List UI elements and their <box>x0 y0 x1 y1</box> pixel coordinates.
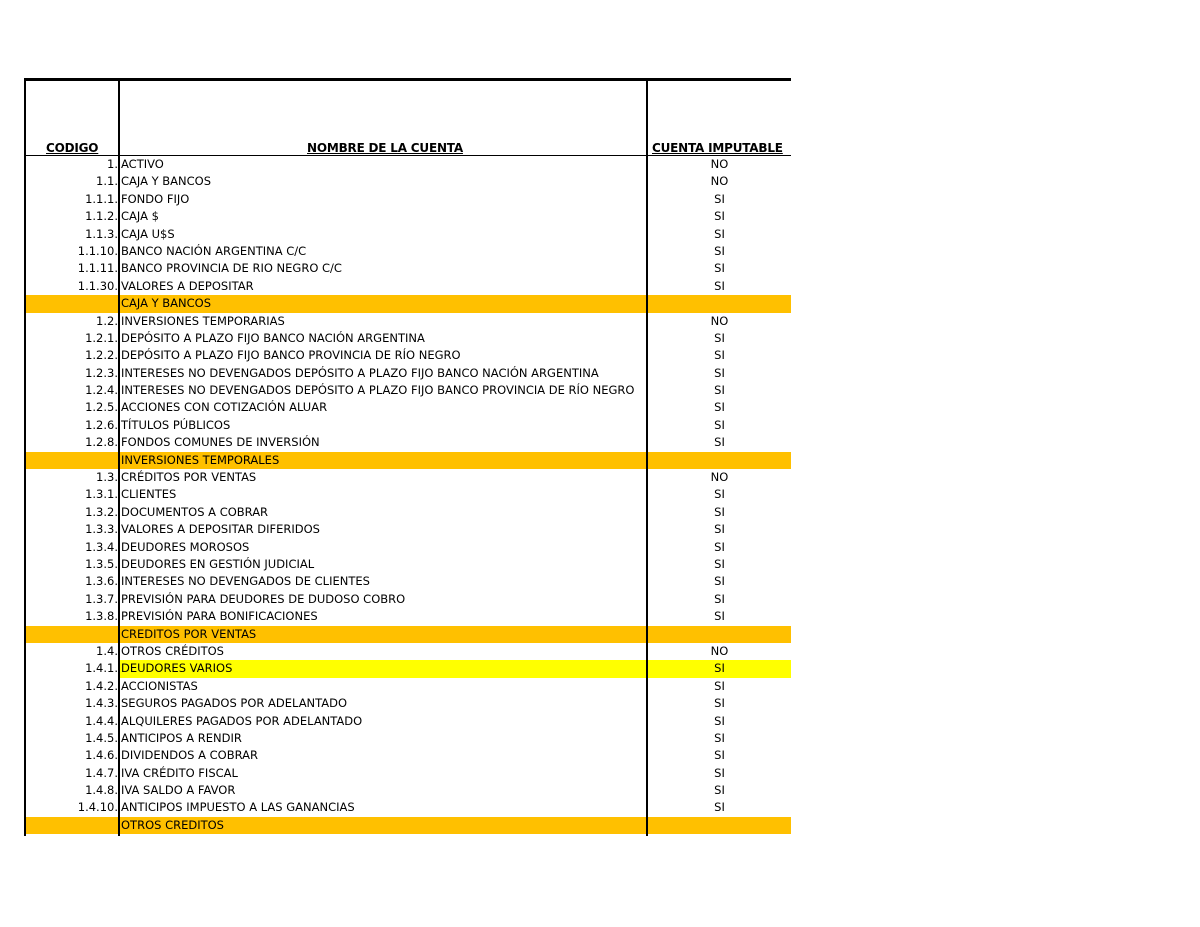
account-imputable: NO <box>710 174 729 189</box>
account-row[interactable] <box>24 608 791 625</box>
account-row[interactable] <box>24 365 791 382</box>
account-row[interactable] <box>24 382 791 399</box>
account-imputable: SI <box>714 713 725 728</box>
account-row[interactable] <box>24 243 791 260</box>
account-row[interactable] <box>24 226 791 243</box>
account-name: VALORES A DEPOSITAR DIFERIDOS <box>121 522 320 537</box>
account-code: 1. <box>107 157 118 171</box>
account-row[interactable] <box>24 504 791 521</box>
account-imputable: SI <box>714 556 725 571</box>
account-imputable: SI <box>714 383 725 398</box>
account-name: TÍTULOS PÚBLICOS <box>121 417 231 432</box>
account-code: 1.4.8. <box>85 783 118 798</box>
account-imputable: SI <box>714 609 725 624</box>
account-row[interactable] <box>24 260 791 277</box>
header-codigo: CODIGO <box>46 141 99 155</box>
account-row[interactable] <box>24 539 791 556</box>
account-code: 1.1. <box>96 174 118 189</box>
account-row[interactable] <box>24 399 791 416</box>
account-name: INTERESES NO DEVENGADOS DE CLIENTES <box>121 574 370 589</box>
account-code: 1.3.3. <box>85 522 118 537</box>
account-imputable: NO <box>710 313 729 328</box>
account-code: 1.3.7. <box>85 591 118 606</box>
account-imputable: SI <box>714 696 725 711</box>
account-name: CAJA U$S <box>121 226 175 241</box>
account-row[interactable] <box>24 347 791 364</box>
account-code: 1.1.30. <box>77 278 118 293</box>
account-code: 1.3.8. <box>85 609 118 624</box>
account-code: 1.2.3. <box>85 365 118 380</box>
account-name: DOCUMENTOS A COBRAR <box>121 504 269 519</box>
account-imputable: SI <box>714 417 725 432</box>
account-name: PREVISIÓN PARA BONIFICACIONES <box>121 609 318 624</box>
account-name: INTERESES NO DEVENGADOS DEPÓSITO A PLAZO FIJO BANCO PROVINCIA DE RÍO NEGRO <box>121 383 635 398</box>
column-divider-left <box>118 78 120 836</box>
account-imputable: SI <box>714 400 725 415</box>
account-row[interactable] <box>24 695 791 712</box>
account-name: PREVISIÓN PARA DEUDORES DE DUDOSO COBRO <box>121 591 406 606</box>
account-name: ACCIONES CON COTIZACIÓN ALUAR <box>121 400 328 415</box>
account-imputable: NO <box>710 470 729 485</box>
account-name: CAJA Y BANCOS <box>121 174 212 189</box>
account-code: 1.2.8. <box>85 435 118 450</box>
account-imputable: SI <box>714 574 725 589</box>
account-imputable: SI <box>714 748 725 763</box>
account-name: BANCO PROVINCIA DE RIO NEGRO C/C <box>121 261 342 276</box>
account-imputable: SI <box>714 783 725 798</box>
account-name: ACTIVO <box>121 157 164 171</box>
account-row[interactable] <box>24 434 791 451</box>
account-code: 1.3.2. <box>85 504 118 519</box>
account-code: 1.4.10. <box>77 800 118 815</box>
account-row[interactable] <box>24 417 791 434</box>
account-name: DEPÓSITO A PLAZO FIJO BANCO NACIÓN ARGENTINA <box>121 330 425 345</box>
account-imputable: SI <box>714 209 725 224</box>
account-row[interactable] <box>24 591 791 608</box>
sheet-left-border <box>24 78 26 836</box>
account-row[interactable] <box>24 573 791 590</box>
account-name: DIVIDENDOS A COBRAR <box>121 748 258 763</box>
subtotal-row[interactable] <box>24 817 791 834</box>
account-code: 1.2.6. <box>85 417 118 432</box>
account-name: DEUDORES EN GESTIÓN JUDICIAL <box>121 556 315 571</box>
account-code: 1.4.2. <box>85 678 118 693</box>
account-row[interactable] <box>24 782 791 799</box>
account-name: CLIENTES <box>121 487 177 502</box>
header-nombre: NOMBRE DE LA CUENTA <box>307 141 463 155</box>
account-row[interactable] <box>24 330 791 347</box>
account-imputable: NO <box>710 157 729 171</box>
account-row[interactable] <box>24 313 791 330</box>
account-code: 1.1.1. <box>85 191 118 206</box>
account-code: 1.3.1. <box>85 487 118 502</box>
account-imputable: SI <box>714 243 725 258</box>
account-imputable: SI <box>714 191 725 206</box>
account-imputable: SI <box>714 539 725 554</box>
account-code: 1.1.3. <box>85 226 118 241</box>
account-code: 1.3.5. <box>85 556 118 571</box>
account-imputable: SI <box>714 730 725 745</box>
accounts-table-body <box>24 156 791 834</box>
account-row[interactable] <box>24 521 791 538</box>
account-name: CRÉDITOS POR VENTAS <box>121 470 257 485</box>
account-name: CAJA $ <box>121 209 159 224</box>
account-imputable: SI <box>714 504 725 519</box>
account-name: SEGUROS PAGADOS POR ADELANTADO <box>121 696 348 711</box>
account-imputable: SI <box>714 348 725 363</box>
account-name: INVERSIONES TEMPORARIAS <box>121 313 285 328</box>
account-row[interactable] <box>24 469 791 486</box>
account-row[interactable] <box>24 643 791 660</box>
account-code: 1.4.3. <box>85 696 118 711</box>
account-name: CAJA Y BANCOS <box>121 296 212 311</box>
account-code: 1.1.10. <box>77 243 118 258</box>
account-name: CREDITOS POR VENTAS <box>121 626 257 641</box>
account-imputable: SI <box>714 765 725 780</box>
account-code: 1.2. <box>96 313 118 328</box>
account-code: 1.4.4. <box>85 713 118 728</box>
account-row[interactable] <box>24 556 791 573</box>
account-name: INTERESES NO DEVENGADOS DEPÓSITO A PLAZO FIJO BANCO NACIÓN ARGENTINA <box>121 365 599 380</box>
account-row[interactable] <box>24 191 791 208</box>
account-row[interactable] <box>24 660 791 677</box>
account-row[interactable] <box>24 278 791 295</box>
account-row[interactable] <box>24 208 791 225</box>
account-code: 1.4.7. <box>85 765 118 780</box>
account-imputable: NO <box>710 643 729 658</box>
column-divider-right <box>646 78 648 836</box>
account-imputable: SI <box>714 678 725 693</box>
account-name: FONDOS COMUNES DE INVERSIÓN <box>121 435 320 450</box>
account-code: 1.1.2. <box>85 209 118 224</box>
header-row <box>24 81 791 155</box>
account-name: INVERSIONES TEMPORALES <box>121 452 280 467</box>
account-name: ANTICIPOS A RENDIR <box>121 730 242 745</box>
subtotal-row[interactable] <box>24 626 791 643</box>
account-name: BANCO NACIÓN ARGENTINA C/C <box>121 243 307 258</box>
account-name: FONDO FIJO <box>121 191 190 206</box>
account-imputable: SI <box>714 435 725 450</box>
account-name: IVA SALDO A FAVOR <box>121 783 236 798</box>
header-imputable: CUENTA IMPUTABLE <box>652 141 783 155</box>
account-name: OTROS CREDITOS <box>121 817 224 832</box>
account-code: 1.3.4. <box>85 539 118 554</box>
subtotal-row[interactable] <box>24 452 791 469</box>
account-name: OTROS CRÉDITOS <box>121 643 224 658</box>
account-name: VALORES A DEPOSITAR <box>121 278 254 293</box>
account-code: 1.4.1. <box>85 661 118 676</box>
account-row[interactable] <box>24 799 791 816</box>
account-imputable: SI <box>714 278 725 293</box>
account-row[interactable] <box>24 730 791 747</box>
account-row[interactable] <box>24 486 791 503</box>
account-code: 1.2.4. <box>85 383 118 398</box>
account-imputable: SI <box>714 487 725 502</box>
account-imputable: SI <box>714 591 725 606</box>
subtotal-row[interactable] <box>24 295 791 312</box>
account-code: 1.3.6. <box>85 574 118 589</box>
account-code: 1.3. <box>96 470 118 485</box>
account-name: IVA CRÉDITO FISCAL <box>121 765 238 780</box>
account-imputable: SI <box>714 522 725 537</box>
account-name: DEUDORES MOROSOS <box>121 539 250 554</box>
account-row[interactable] <box>24 747 791 764</box>
account-code: 1.4.5. <box>85 730 118 745</box>
account-name: DEPÓSITO A PLAZO FIJO BANCO PROVINCIA DE RÍO NEGRO <box>121 348 461 363</box>
account-imputable: SI <box>648 660 791 677</box>
account-row[interactable] <box>24 173 791 190</box>
account-imputable: SI <box>714 226 725 241</box>
account-code: 1.2.2. <box>85 348 118 363</box>
account-imputable: SI <box>714 800 725 815</box>
account-code: 1.4.6. <box>85 748 118 763</box>
account-name: ALQUILERES PAGADOS POR ADELANTADO <box>121 713 363 728</box>
account-imputable: SI <box>714 365 725 380</box>
account-code: 1.1.11. <box>77 261 118 276</box>
account-code: 1.2.1. <box>85 330 118 345</box>
account-row[interactable] <box>24 678 791 695</box>
account-row[interactable] <box>24 765 791 782</box>
account-code: 1.4. <box>96 643 118 658</box>
account-code: 1.2.5. <box>85 400 118 415</box>
account-row[interactable] <box>24 713 791 730</box>
account-imputable: SI <box>714 261 725 276</box>
account-name: DEUDORES VARIOS <box>120 660 647 677</box>
account-imputable: SI <box>714 330 725 345</box>
account-name: ANTICIPOS IMPUESTO A LAS GANANCIAS <box>121 800 355 815</box>
account-row[interactable] <box>24 156 791 173</box>
account-name: ACCIONISTAS <box>121 678 198 693</box>
